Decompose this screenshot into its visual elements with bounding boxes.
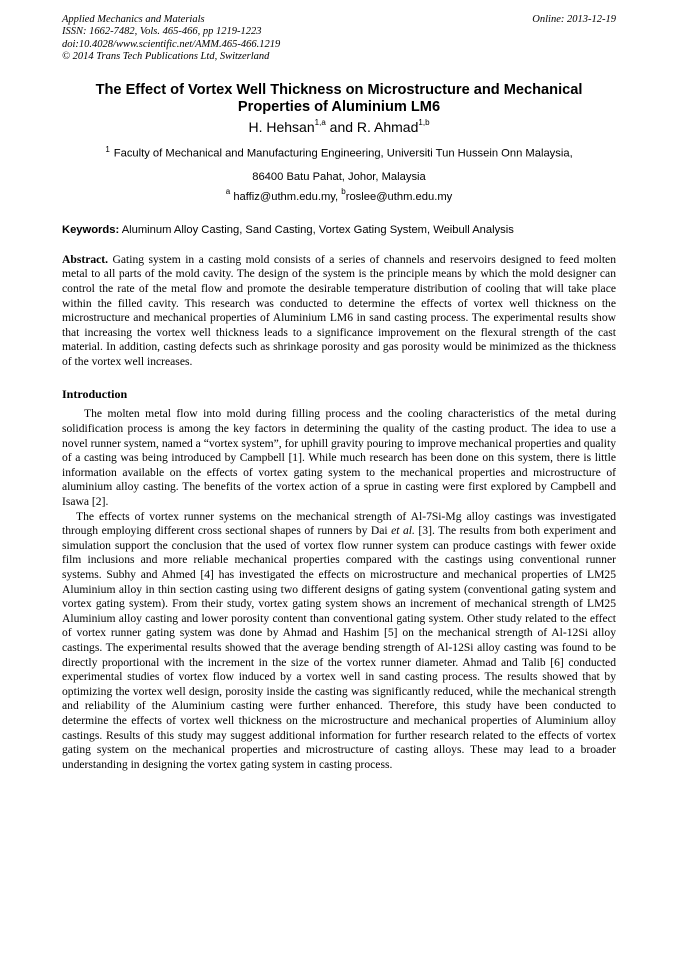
introduction-paragraph-1: The molten metal flow into mold during filling process and the cooling characteristics of the metal during solidification process is among the key factors in determining the quality of the casting product. The idea to use a novel runner system, named a “vortex system”, for uphill gravity pouring to improve mechanical properties and quality of a casting was being introduced by Campbell [1]. While much research has been done on this system, there is little information available on the effects of vortex gating system to the mechanical properties and microstructure of aluminium alloy casting. The benefits of the vortex action of a sprue in casting were first explored by Campbell and Isawa [2]. [62, 407, 616, 509]
email-a-mark: a [225, 187, 231, 196]
paragraph-2-part-1: The effects of vortex runner systems on the mechanical strength of Al-7Si-Mg alloy castings was investigated through employing different cross sectional shapes of runners by Dai [62, 509, 616, 538]
author-2-affiliation-mark: 1,b [418, 118, 430, 128]
issn-line: ISSN: 1662-7482, Vols. 465-466, pp 1219-1223 [62, 26, 262, 38]
author-2: and R. Ahmad [325, 119, 419, 135]
journal-name: Applied Mechanics and Materials [62, 14, 205, 25]
journal-header [62, 14, 616, 64]
email-line [62, 189, 616, 205]
email-a[interactable]: haffiz@uthm.edu.my, [230, 190, 342, 203]
keywords-label: Keywords: [62, 223, 120, 236]
author-line [62, 118, 616, 137]
keywords-text: Aluminum Alloy Casting, Sand Casting, Vortex Gating System, Weibull Analysis [119, 223, 514, 236]
introduction-body [62, 407, 616, 772]
abstract-label: Abstract. [62, 252, 109, 266]
affiliation-line-2: 86400 Batu Pahat, Johor, Malaysia [252, 170, 426, 183]
introduction-heading: Introduction [62, 387, 128, 402]
affiliation-number: 1 [105, 145, 110, 154]
email-b-mark: b [341, 187, 346, 196]
paragraph-2-part-2: [3]. The results from both experiment and simulation support the conclusion that the used of vortex flow runner system can produce castings with fewer oxide film inclusions and more reliable mechanical properties compared with the castings using conventional runner systems. Subhy and Ahmed [4] has investigated the effects on microstructure and mechanical properties of LM25 Aluminium alloy in thin section casting using two different designs of gating system (conventional gating system and vortex gating system). From their study, vortex gating system shows an increment of mechanical strength of LM25 Aluminium alloy casting and lower porosity content than conventional gating system. Other study related to the effect of vortex runner gating system was done by Ahmad and Hashim [5] on the mechanical strength of Al-12Si alloy castings. The experimental results showed that the average bending strength of Al-12Si alloy casting was found to be directly proportional with the increment in the size of the vortex runner diameter. Ahmad and Talib [6] conducted experimental studies of vortex flow induced by a vortex well in sand casting process. The results showed that by optimizing the vortex well design, porosity inside the casting was significantly reduced, while the mechanical strength and reliability of the Aluminium casting were further enhanced. Therefore, this study have been conducted to determine the effects of vortex well thickness on the microstructure and mechanical properties of Aluminium alloy castings. Results of this study may suggest additional information for further research related to the effects of vortex gating system on the mechanical properties and microstructure of casting alloys. These may lead to a broader understanding in designing the vortex gating system in casting process. [62, 524, 617, 771]
paper-title: The Effect of Vortex Well Thickness on Microstructure and Mechanical Properties of Aluminium LM6 [95, 82, 583, 115]
affiliation [62, 138, 616, 189]
author-1-affiliation-mark: 1,a [314, 118, 326, 128]
affiliation-line-1 [62, 138, 616, 166]
abstract-text: Gating system in a casting mold consists of a series of channels and reservoirs designed to feed molten metal to all parts of the mold cavity. The design of the system is the principle means by which the mold designer can control the rate of the metal flow and promote the desirable temperature distribution of cooling that will take place within the filled cavity. This research was conducted to determine the effects of vortex well thickness on the microstructure and mechanical properties of Aluminium LM6 in sand casting process. The experimental results show that increasing the vortex well thickness leads to a significance improvement on the flexural strength of the cast material. In addition, casting defects such as shrinkage porosity and gas porosity would be minimized as the thickness of the vortex well increases. [62, 252, 616, 368]
author-1: H. Hehsan [248, 119, 315, 135]
online-date: Online: 2013-12-19 [532, 14, 616, 25]
abstract [62, 253, 616, 370]
paper-page [62, 14, 616, 772]
et-al: et al. [391, 524, 415, 538]
copyright-line: © 2014 Trans Tech Publications Ltd, Switzerland [62, 50, 270, 62]
email-b[interactable]: roslee@uthm.edu.my [345, 190, 453, 203]
doi-line[interactable]: doi:10.4028/www.scientific.net/AMM.465-466.1219 [62, 38, 281, 50]
affiliation-text-1: Faculty of Mechanical and Manufacturing Engineering, Universiti Tun Hussein Onn Malaysia, [113, 147, 573, 160]
introduction-paragraph-2 [62, 510, 616, 773]
keywords [62, 222, 616, 238]
